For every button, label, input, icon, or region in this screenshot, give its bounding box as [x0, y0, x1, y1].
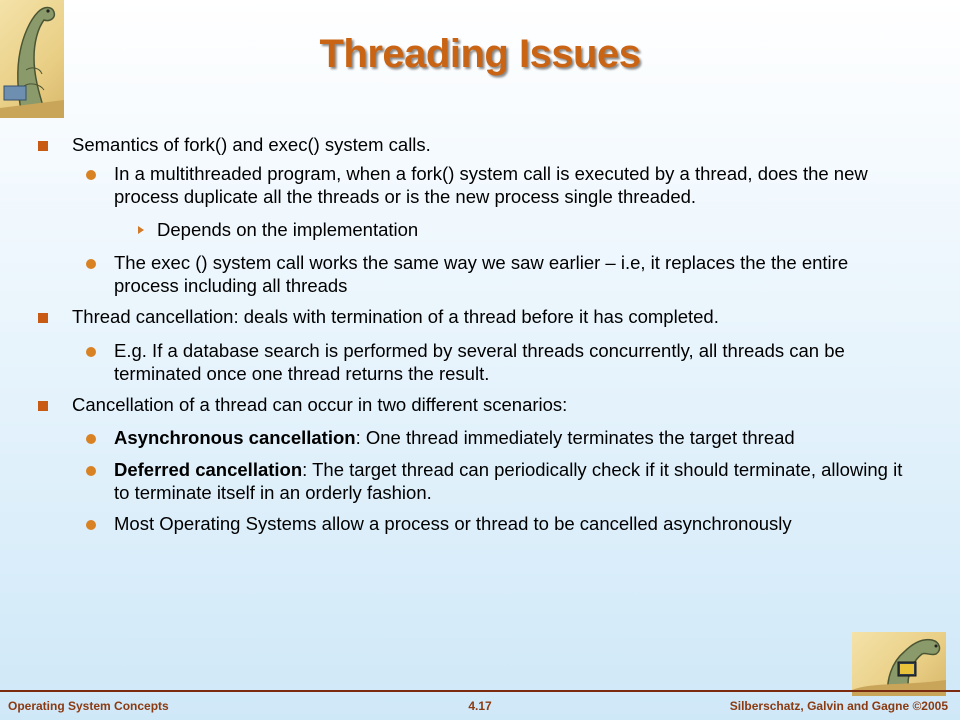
bullet-l2-database-search: E.g. If a database search is performed by several threads concurrently, all threads can be terminated once one thread returns the result. — [114, 340, 845, 384]
square-bullet-icon — [38, 141, 48, 151]
square-bullet-icon — [38, 401, 48, 411]
dot-bullet-icon — [86, 170, 96, 180]
bullet-l2-multithreaded-fork: In a multithreaded program, when a fork() system call is executed by a thread, does the new process duplicate all the threads or is the new process single threaded. — [114, 163, 868, 207]
slide-title: Threading Issues — [319, 32, 641, 76]
bullet-l2-asynchronous: Asynchronous cancellation: One thread immediately terminates the target thread — [114, 427, 795, 448]
dot-bullet-icon — [86, 466, 96, 476]
square-bullet-icon — [38, 313, 48, 323]
bullet-l2-most-os: Most Operating Systems allow a process or thread to be cancelled asynchronously — [114, 513, 792, 534]
bullet-l3-depends: Depends on the implementation — [157, 219, 419, 240]
dot-bullet-icon — [86, 347, 96, 357]
triangle-bullet-icon — [138, 226, 144, 234]
dot-bullet-icon — [86, 520, 96, 530]
dot-bullet-icon — [86, 434, 96, 444]
footer-page-number: 4.17 — [468, 699, 492, 713]
term-deferred: Deferred cancellation — [114, 459, 303, 480]
bullet-l2-exec: The exec () system call works the same way we saw earlier – i.e, it replaces the the entire process including all threads — [114, 252, 849, 296]
footer-authors: Silberschatz, Galvin and Gagne ©2005 — [729, 699, 948, 713]
dinosaur-laptop-logo-icon — [852, 632, 946, 696]
footer-book-title: Operating System Concepts — [8, 699, 169, 713]
bullet-l1-fork-exec: Semantics of fork() and exec() system calls. — [72, 134, 431, 155]
bullet-l2-deferred: Deferred cancellation: The target thread can periodically check if it should terminate, allowing it to terminate itself in an orderly fashion. — [114, 459, 903, 503]
bullet-l1-thread-cancellation: Thread cancellation: deals with termination of a thread before it has completed. — [72, 306, 719, 327]
footer-divider — [0, 690, 960, 692]
bullet-l1-scenarios: Cancellation of a thread can occur in two different scenarios: — [72, 394, 568, 415]
term-asynchronous: Asynchronous cancellation — [114, 427, 356, 448]
dot-bullet-icon — [86, 259, 96, 269]
